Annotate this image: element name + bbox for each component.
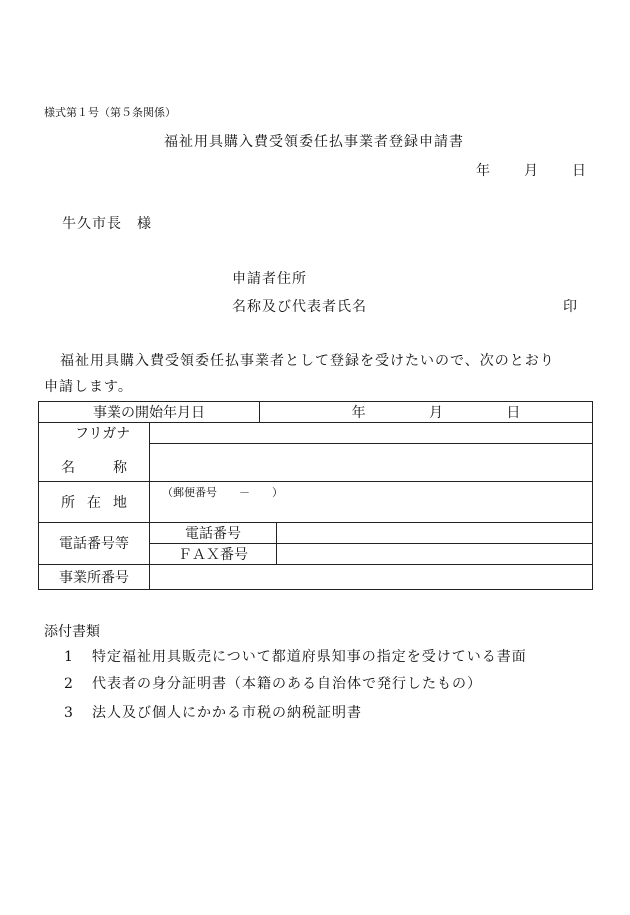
applicant-address-label: 申請者住所: [232, 271, 307, 287]
attachment-num: 1: [64, 649, 74, 665]
form-number: 様式第１号（第５条関係）: [44, 106, 176, 119]
start-day-label: 日: [506, 405, 521, 421]
office-number-label: 事業所番号: [39, 564, 150, 589]
location-label: 所 在 地: [39, 481, 150, 522]
start-month-label: 月: [428, 405, 443, 421]
body-text-line1: 福祉用具購入費受領委任払事業者として登録を受けたいので、次のとおり: [60, 353, 555, 369]
seal-mark: 印: [563, 299, 577, 315]
body-text-line2: 申請します。: [44, 379, 133, 395]
postal-code-placeholder: （郵便番号 － ）: [162, 485, 283, 499]
office-number-field[interactable]: [150, 564, 593, 589]
attachment-item-3: [64, 702, 362, 722]
phone-label: 電話番号: [150, 522, 277, 543]
furigana-label: フリガナ: [39, 423, 150, 444]
attachments-heading: 添付書類: [44, 624, 100, 640]
attachment-num: 3: [64, 705, 74, 721]
start-date-label: 事業の開始年月日: [39, 402, 260, 423]
location-field[interactable]: [150, 481, 593, 522]
date-month-label: 月: [524, 163, 538, 179]
attachment-text: 特定福祉用具販売について都道府県知事の指定を受けている書面: [92, 649, 527, 665]
fax-label: ＦＡＸ番号: [150, 543, 277, 564]
attachment-text: 代表者の身分証明書（本籍のある自治体で発行したもの）: [92, 676, 482, 692]
start-year-label: 年: [351, 405, 366, 421]
name-label: 名 称: [39, 444, 150, 482]
document-title: 福祉用具購入費受領委任払事業者登録申請書: [164, 134, 464, 150]
name-field[interactable]: [150, 444, 593, 482]
date-day-label: 日: [572, 163, 586, 179]
attachment-item-2: [64, 673, 482, 693]
attachment-item-1: [64, 646, 527, 666]
furigana-field[interactable]: [150, 423, 593, 444]
phone-field[interactable]: [277, 522, 593, 543]
registration-table: [38, 401, 593, 590]
date-year-label: 年: [476, 163, 490, 179]
attachment-text: 法人及び個人にかかる市税の納税証明書: [92, 705, 362, 721]
attachment-num: 2: [64, 676, 74, 692]
addressee: 牛久市長 様: [62, 216, 152, 232]
start-date-cell[interactable]: [260, 402, 593, 423]
applicant-name-label: 名称及び代表者氏名: [232, 299, 367, 315]
fax-field[interactable]: [277, 543, 593, 564]
phone-group-label: 電話番号等: [39, 522, 150, 564]
